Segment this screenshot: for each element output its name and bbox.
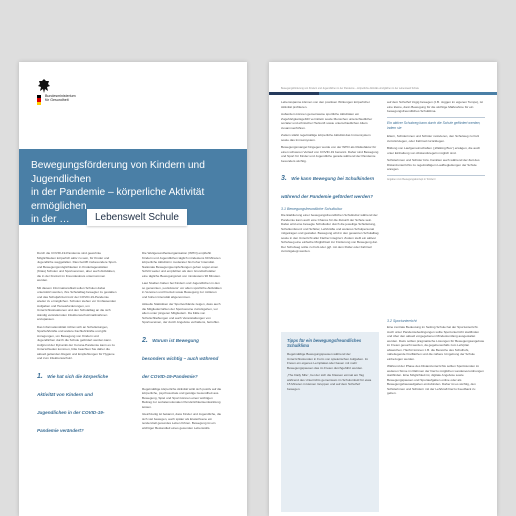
german-flag <box>37 95 41 105</box>
paragraph: Gleichzeitig ist bekannt, dass Kinder und Jugendliche, die sich viel bewegen, auch später als Erwachsene ein tendenziell gesundes Leben führen. Bewegung ist ein wichtiger Bestandteil eines gesunden Lebensstils. <box>142 412 222 430</box>
paragraph: Laut Studien haben bei Kindern und Jugendlichen in den so genannten „Lockdowns“ vor allem sportliche Aktivitäten in Vereinen und Freizeit sowie Bewegung zur mittleren und hohen Intensität abgenommen. <box>142 281 222 299</box>
bullet-item: Bildung von Laufgemeinschaften („Walking Bus“) erwägen, die auch unter Einhaltung von Abstandsregeln möglich sind. <box>387 146 481 155</box>
section-number: 3. <box>281 175 287 182</box>
ministry-logo <box>37 76 117 106</box>
bullet-item: Eltern, Schülerinnen und Schüler motivieren, den Schulweg zu Fuß zurückzulegen, oder Fahrrad zurücklegen. <box>387 134 480 143</box>
header-stripe-dark <box>269 92 319 95</box>
subsection-3-2: 3.2 Sportunterricht <box>387 319 417 323</box>
footnote: Angaben zum Bewegungskonzept in 'Fördern' <box>387 178 436 182</box>
section-title: Wie kann Bewegung bei Schulkindern während der Pandemie gefördert werden? <box>281 176 375 199</box>
paragraph: Durch die COVID-19-Pandemie sind gewohnte Möglichkeiten körperlich aktiv zu sein, für Kinder und Jugendliche weggefallen. Dies betrifft insbesondere Sport- und Bewegungsmöglichkeiten in Kindertagesstätten (Kitas) Schulen und Sportvereinen, aber auch Aktivitäten, die in der Freizeit im Freundeskreis unternommen werden. <box>37 251 117 282</box>
paragraph: Mit diesem Informationsblatt sollen Schulen dabei unterstützt werden, ihre Schulalltag bewegter zu gestalten und das Schuljahrzeit trotz der COVID-19-Pandemie wieder zu ermöglichen. Schulen stehen vor Umfassenden Aufgaben und Herausforderungen, um Unterrichtssituationen und den Schulalltag an die sich ständig verändernden Infektionsschutzmaßnahmen anzupassen. <box>37 285 117 321</box>
right-page-column-1 <box>281 100 379 257</box>
paragraph: Die Weltgesundheitsorganisation (WHO) empfiehlt Kindern und Jugendlichen täglich mindestens 60 Minuten körperliche Aktivität in moderater bis hoher Intensität. Nationale Bewegungsempfehlungen gehen sogar einen Schritt weiter und empfehlen als dem Grundschulalter eine tägliche Bewegungszeit von mindestens 90 Minuten. <box>142 251 221 278</box>
section-title: Warum ist Bewegung besonders wichtig – auch während der COVID-19-Pandemie? <box>142 337 219 379</box>
paragraph: Zudem stärkt regelmäßige körperliche Aktivität das Immunsystem sowie das Immunsystem. <box>281 133 371 142</box>
section-title: Wie hat sich die körperliche Aktivität von Kindern und Jugendlichen in der COVID-19-Pandemie verändert? <box>37 373 109 433</box>
tips-box <box>281 332 379 512</box>
running-head: Bewegungsförderung von Kindern und Jugendlichen in der Pandemie – körperliche Aktivität ermöglichen in der Lebenswelt Schule <box>281 87 419 90</box>
section-number: 1. <box>37 372 43 380</box>
divider <box>387 117 485 118</box>
tips-title: Tipps für ein bewegungsfreundliches Schulklima <box>287 338 362 349</box>
paragraph: Eine zentrale Bedeutung im Setting Schule hat der Sportunterricht. Auch unter Pandemiebedingungen sollte Sportunterricht stattfinden und über den aktuell vorgegebenen Mindestumfang ausgestaltet werden. Dazu sollten pragmatische Lösungen für Bewegungsangebote im Freien gesucht werden, da gegebenenfalls zum Lehrplan abweichen. Hierfür können z.B. die Bereiche des Schulhofs, naheliegende Freiflächen und die nähere Umgebung der Schule einbezogen werden. <box>387 325 485 361</box>
paragraph: Die Etablierung einer bewegungsfreundlichen Schulkultur während der Pandemie kann auch eine Chance für die Zukunft der Schule sein. Dabei wird eine bewegte Schulkultur durch die jeweilige Schulleitung, Schulkonferenz und Schüler, Lehrkräfte und weiteres Schulpersonal mitgetragen und gestaltet. Bewegung wird in den gesamten Schulalltag sowie in den Unterricht aller Fächer integriert. Zudem stellt ein aktiver Schulweg eine einfache Möglichkeit zur Förderung von Bewegung dar. Der Schulweg sollte zu Fuß oder ggf. mit dem Roller oder Fahrrad zurückgelegt werden. <box>281 213 379 253</box>
paragraph: Während der Phase des Distanzunterrichts sollten Sportstunden im weiteren Sinne im Rahmen der hierzu möglichen Landesverordnungen stattfinden. Eine Möglichkeit ist, digitale Angebote sowie Bewegungspausen und Sportaufgaben online oder als Bewegungshausaufgaben einzubinden. Daher ist es wichtig, den Schülerinnen und Schülern mit der Lehrkraft hierzu Feedback zu geben. <box>387 364 484 395</box>
document-title: Bewegungsförderung von Kindern und Jugendlichen in der Pandemie – körperliche Aktivität ermöglichen in der … <box>31 160 205 225</box>
tip-item: Regelmäßige Bewegungspausen während der Unterrichtsstunden in Form von spielerischen Aufgaben. Im Freien ein eigenes Lernplakat oder bauen mit mehr Bewegungspausen das im Freien durchgeführt werden. <box>287 352 369 370</box>
left-page <box>19 62 247 516</box>
header-stripe <box>319 92 497 95</box>
divider <box>387 175 485 176</box>
paragraph: Außerdem können gemeinsame sportliche Aktivitäten ein Zugehörigkeitsgefühl vermitteln sowie Menschen unterschiedlicher sozialer und ethnischer Herkunft sowie unterschiedlichen Alters zusammenführen. <box>281 112 373 130</box>
tip-item: „The Daily Mile“, bei der sich die Klassen einmal am Tag während des Unterrichts gemeinsam im Schulumfeld für etwa 15 Minuten in kleinen Gruppen und auf dem Schulhof bewegen. <box>287 373 372 391</box>
paragraph: Das Informationsblatt richtet sich an Schulleitungen, Sportlehrkräfte und andere Fachlehrkräfte und gibt Anregungen, um Bewegung von Kindern und Jugendlichen durch die Schule gefördert werden kann. Aufgrund der Dynamik der Corona-Pandemie kann es zu Unterschieden kommen, bitte beachten Sie daher die aktuell geltenden Regeln und Empfehlungen für Hygiene und zum Infektionsschutz. <box>37 324 115 360</box>
paragraph: Regelmäßige körperliche Aktivität wirkt sich positiv auf die körperliche, psychosoziale und geistige Gesundheit aus. Bewegung, Spiel und Sport können einen wichtigen Beitrag zur sozialemotionalen Persönlichkeitsentwicklung leisten. <box>142 386 222 409</box>
paragraph: Lebensspanne können von den positiven Wirkungen körperlicher Aktivität profitieren. <box>281 100 370 109</box>
left-column <box>37 251 117 441</box>
paragraph: Aktuelle Statistiken der Sportverbände zeigen, dass auch die Mitgliederzahlen der Sportvereine zurückgehen, vor allem unter jüngeren Mitgliedern. Da Fälle von Schulschließungen und auch Veranstaltungen von Sportvereinen, der durch Angebote verhaltens, betroffen. <box>142 302 221 324</box>
section-heading-3 <box>281 167 379 203</box>
right-page <box>269 62 497 516</box>
right-page-column-2-lower <box>387 316 485 399</box>
section-number: 2. <box>142 336 148 344</box>
section-heading-1 <box>37 365 117 437</box>
right-page-column-2 <box>387 100 485 184</box>
section-heading-2 <box>142 329 222 383</box>
right-column <box>142 251 222 433</box>
ministry-name: Bundesministerium für Gesundheit <box>45 94 76 103</box>
subsection-3-1: 3.1 Bewegungsfreundliche Schulkultur <box>281 207 343 211</box>
pull-quote: Ein aktiver Schulweg kann durch die Schule gefördert werden, indem sie <box>387 121 481 130</box>
paragraph: auf dem Schulhof zügig bewegen (z.B. Joggen im eigenen Tempo), ist eine kleine, dann Bewegung für die wichtige Maßnahme für ein bewegungsfreundliches Schulklima. <box>387 100 483 113</box>
bullet-item: Schülerinnen und Schüler bzw. Familien auch während der Zeit des Distanzunterrichts zu regelmäßigem Laufbegleitungen der Schule anregen. <box>387 158 480 172</box>
eagle-icon <box>37 78 51 94</box>
paragraph: Bewegungsmangel hingegen wurde von der WHO als Risikofaktor für einen schweren Verlauf von COVID-19 benannt. Daher sind Bewegung und Sport für Kinder und Jugendliche gerade während der Pandemie besonders wichtig. <box>281 145 379 163</box>
topic-badge: Lebenswelt Schule <box>87 209 187 226</box>
